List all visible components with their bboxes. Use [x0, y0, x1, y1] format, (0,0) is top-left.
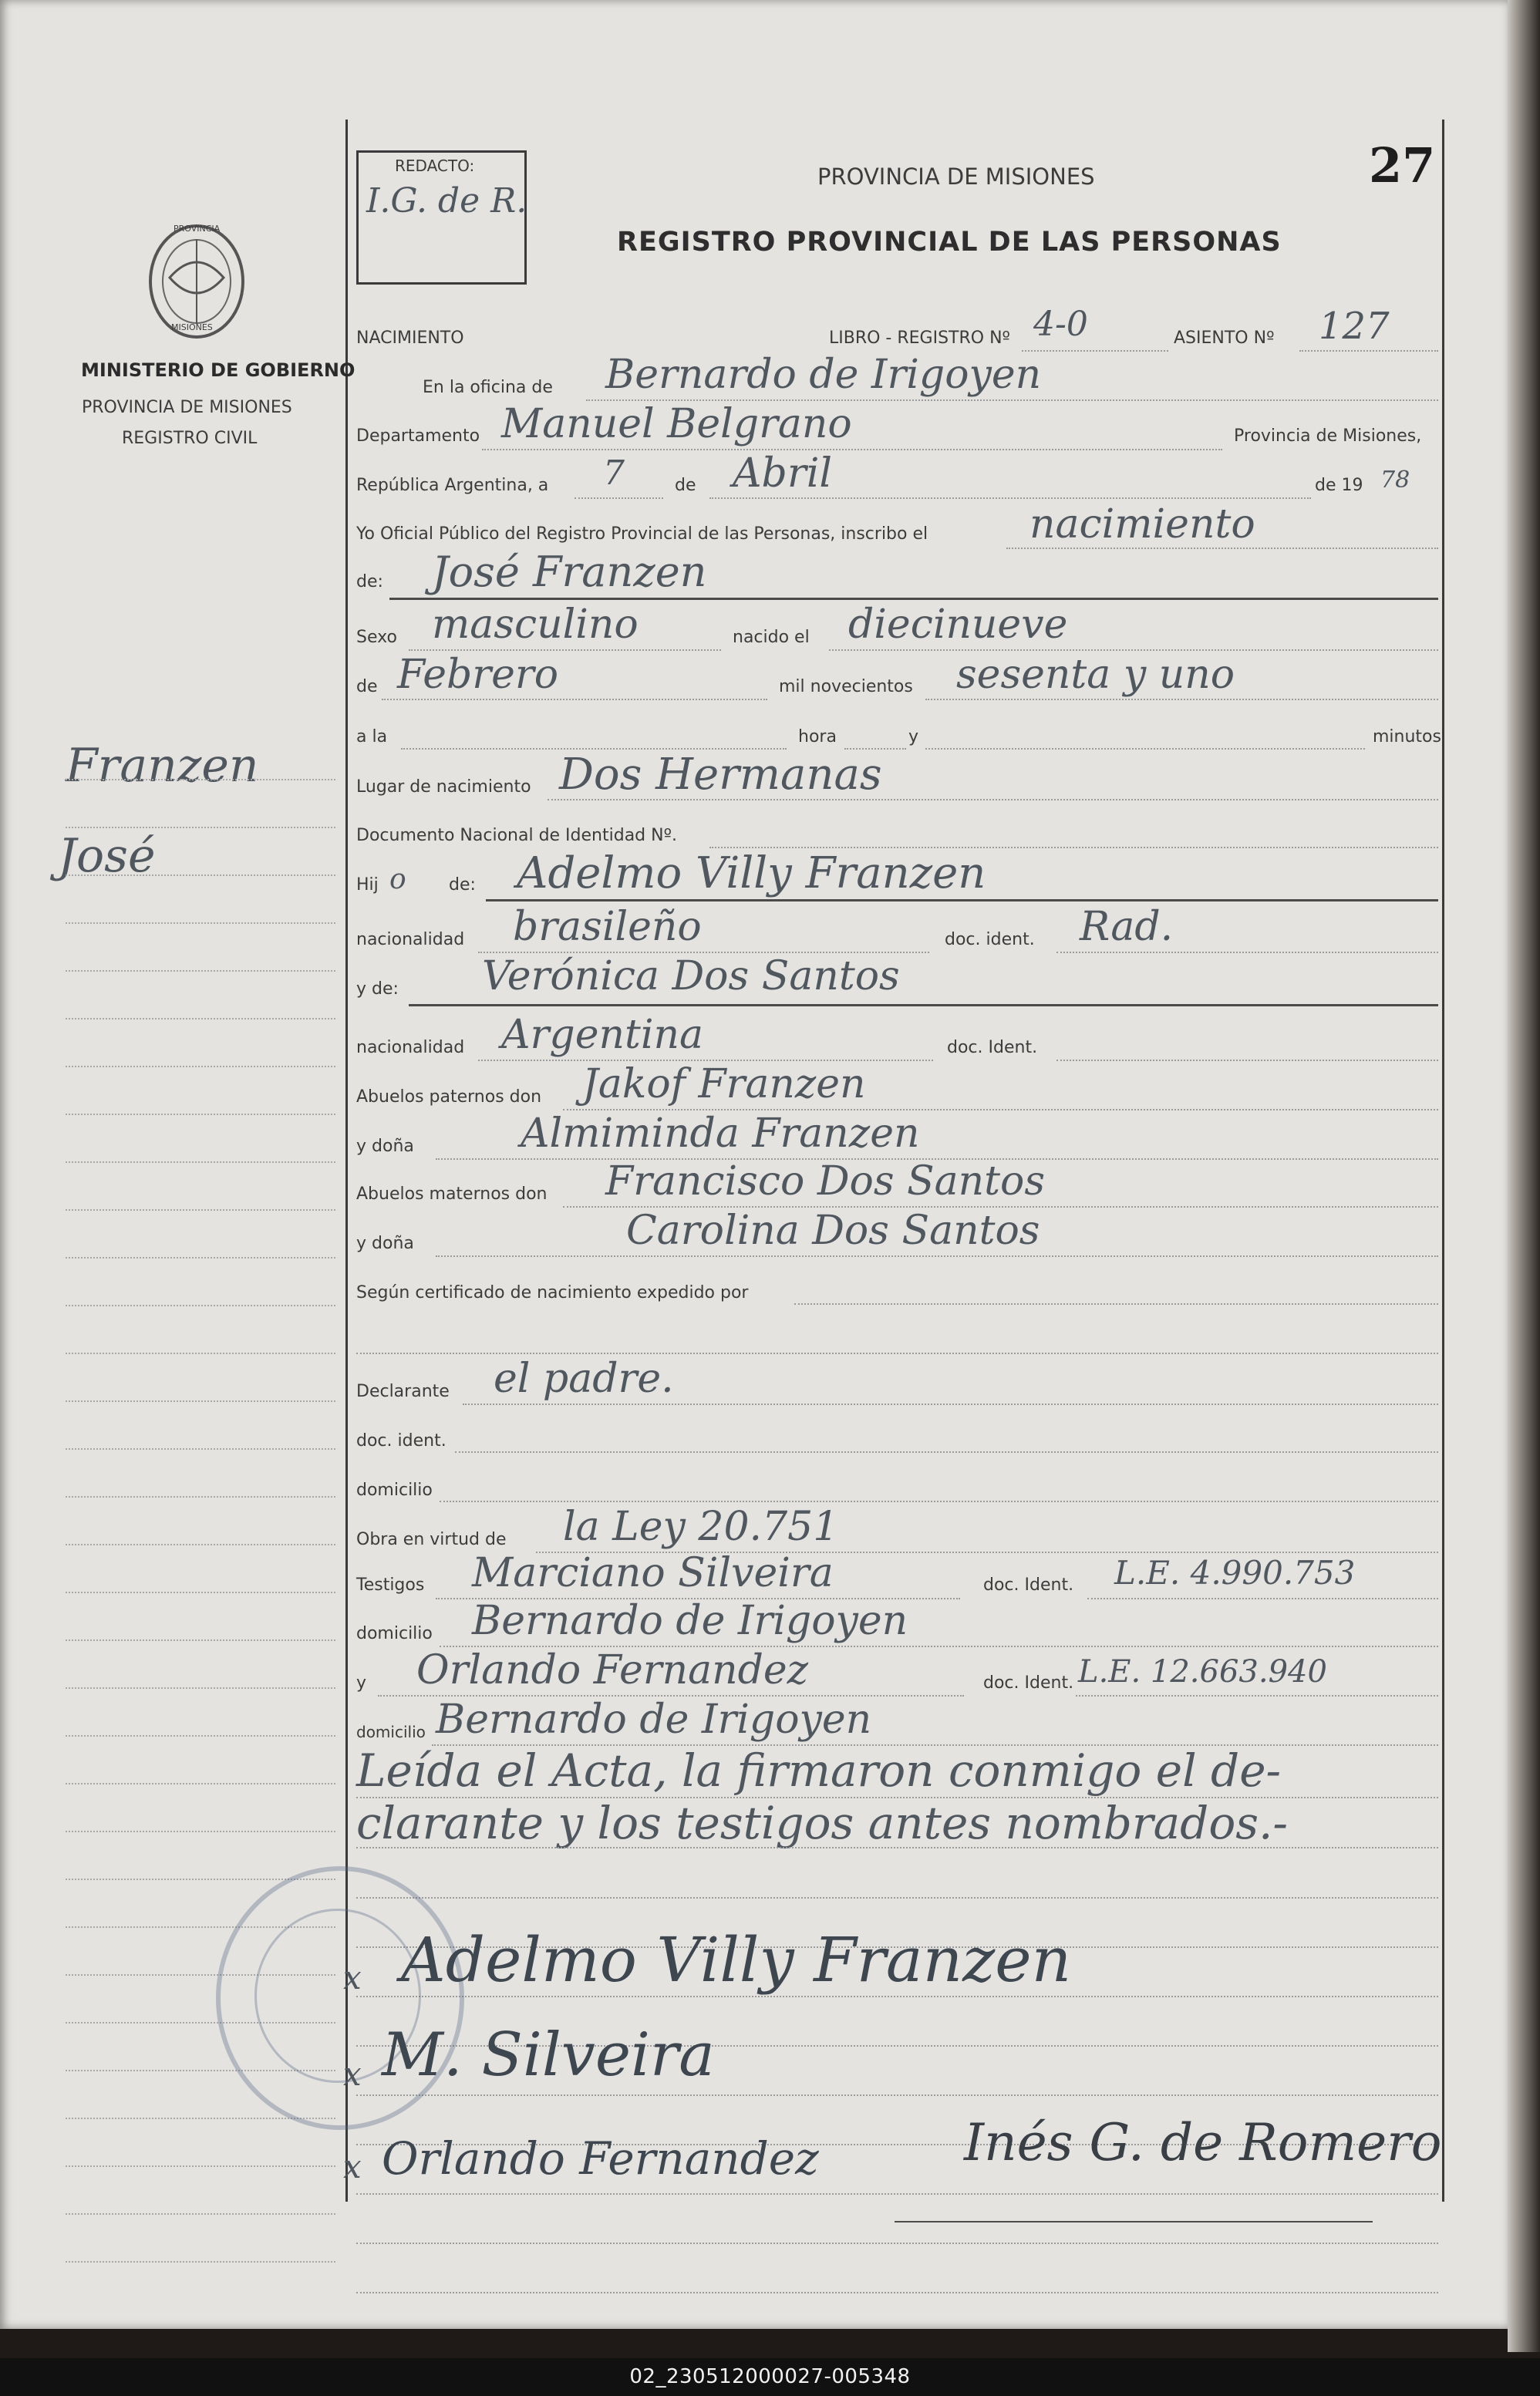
domicilio2-label: domicilio	[356, 1723, 426, 1741]
signature-testigo-1: M. Silveira	[382, 2020, 715, 2090]
domicilio1-label: domicilio	[356, 1624, 433, 1643]
testigo2-doc-label: doc. Ident.	[983, 1673, 1074, 1693]
dia-dots	[575, 497, 663, 499]
ruled-line	[356, 1996, 1438, 1997]
margin-rule-line	[66, 1496, 335, 1498]
provincia-label: Provincia de Misiones,	[1234, 426, 1422, 446]
lugar-label: Lugar de nacimiento	[356, 777, 531, 797]
image-caption-bar	[0, 2358, 1540, 2396]
nacionalidad-padre-value: brasileño	[513, 904, 702, 950]
certificado-label: Según certificado de nacimiento expedido por	[356, 1283, 749, 1302]
nacido-dots	[829, 649, 1438, 651]
document-title: REGISTRO PROVINCIAL DE LAS PERSONAS	[617, 227, 1282, 258]
sexo-dots	[409, 649, 721, 651]
de-nombre-label: de:	[356, 572, 383, 591]
doc-padre-label: doc. ident.	[945, 930, 1035, 949]
y-label: y	[908, 727, 919, 746]
abuela-paterna-label: y doña	[356, 1137, 414, 1156]
abuelo-paterno-value: Jakof Franzen	[582, 1061, 866, 1107]
nombre-underline	[389, 598, 1438, 600]
y-de-label: y de:	[356, 979, 399, 999]
madre-underline	[409, 1004, 1438, 1006]
official-signature-line	[895, 2221, 1373, 2222]
x-mark-1: x	[343, 1959, 362, 1997]
libro-dots	[1022, 350, 1168, 352]
domicilio2-value: Bernardo de Irigoyen	[436, 1697, 872, 1743]
margin-given-name: José	[58, 829, 156, 883]
abuela-mat-dots	[436, 1255, 1438, 1257]
doc-madre-label: doc. Ident.	[947, 1038, 1038, 1057]
margin-surname: Franzen	[66, 739, 259, 793]
abuela-materna-value: Carolina Dos Santos	[626, 1208, 1040, 1254]
nacimiento-label: NACIMIENTO	[356, 329, 464, 348]
signature-testigo-2: Orlando Fernandez	[382, 2132, 819, 2185]
abuelos-paternos-label: Abuelos paternos don	[356, 1087, 542, 1107]
abuela-materna-label: y doña	[356, 1234, 414, 1253]
obra-label: Obra en virtud de	[356, 1530, 507, 1549]
book-edge	[1508, 0, 1540, 2352]
nacido-value: diecinueve	[848, 602, 1068, 648]
hora-label: hora	[798, 727, 837, 746]
margin-rule-line	[66, 922, 335, 924]
x-mark-3: x	[343, 2148, 362, 2185]
hijo-value: o	[389, 864, 406, 895]
margin-rule-line	[66, 1592, 335, 1593]
oficial-label: Yo Oficial Público del Registro Provincial de las Personas, inscribo el	[356, 524, 928, 544]
domicilio-declarante-dots	[440, 1501, 1438, 1502]
province-name: PROVINCIA DE MISIONES	[82, 398, 292, 417]
margin-rule-line	[66, 1209, 335, 1211]
libro-label: LIBRO - REGISTRO Nº	[829, 329, 1010, 348]
margin-rule-line	[66, 779, 335, 780]
doc-declarante-label: doc. ident.	[356, 1431, 446, 1451]
margin-rule-line	[66, 1400, 335, 1402]
nacionalidad-madre-value: Argentina	[501, 1012, 703, 1058]
right-frame-line	[1442, 120, 1444, 2202]
margin-rule-line	[66, 970, 335, 972]
departamento-dots	[482, 449, 1222, 450]
closing-line-2: clarante y los testigos antes nombrados.-	[356, 1797, 1289, 1849]
signature-declarante: Adelmo Villy Franzen	[401, 1924, 1072, 1996]
hijo-label: Hij	[356, 875, 379, 895]
oficina-label: En la oficina de	[423, 378, 553, 397]
doc-madre-dots	[1056, 1060, 1438, 1061]
oficial-value: nacimiento	[1029, 501, 1255, 548]
doc-padre-value: Rad.	[1080, 904, 1174, 950]
hijo-de-label: de:	[449, 875, 476, 895]
redacto-label: REDACTO:	[395, 157, 475, 175]
libro-value: 4-0	[1033, 305, 1088, 344]
anio-value: 78	[1380, 467, 1410, 494]
sexo-label: Sexo	[356, 628, 397, 647]
testigo1-doc-value: L.E. 4.990.753	[1114, 1554, 1356, 1592]
closing-line-1: Leída el Acta, la firmaron conmigo el de-	[356, 1744, 1282, 1797]
madre-value: Verónica Dos Santos	[482, 953, 900, 999]
minutos-dots	[925, 748, 1365, 750]
declarante-label: Declarante	[356, 1382, 450, 1401]
lugar-dots	[548, 799, 1438, 800]
sexo-value: masculino	[432, 602, 639, 648]
oficial-dots	[1006, 548, 1438, 549]
margin-rule-line	[66, 1257, 335, 1259]
x-mark-2: x	[343, 2055, 362, 2093]
image-caption: 02_230512000027-005348	[629, 2365, 911, 2388]
mil-dots	[925, 699, 1438, 700]
mes-nac-dots	[382, 699, 767, 700]
asiento-value: 127	[1319, 305, 1390, 348]
y-testigo-label: y	[356, 1673, 367, 1693]
declarante-dots	[463, 1404, 1438, 1405]
testigo1-doc-dots	[1087, 1598, 1438, 1599]
republica-label: República Argentina, a	[356, 476, 549, 495]
certificado-dots-2	[356, 1353, 1438, 1354]
anio-label: de 19	[1315, 476, 1363, 495]
domicilio1-value: Bernardo de Irigoyen	[472, 1598, 908, 1644]
domicilio-declarante-label: domicilio	[356, 1481, 433, 1500]
margin-rule-line	[66, 1783, 335, 1784]
ruled-line	[356, 1897, 1438, 1899]
obra-value: la Ley 20.751	[563, 1504, 839, 1550]
ruled-line	[356, 2292, 1438, 2293]
mil-label: mil novecientos	[779, 677, 913, 696]
abuelos-maternos-label: Abuelos maternos don	[356, 1185, 548, 1204]
header-province: PROVINCIA DE MISIONES	[817, 163, 1095, 190]
mil-value: sesenta y uno	[956, 652, 1235, 698]
signature-official: Inés G. de Romero	[964, 2113, 1442, 2172]
testigo1-doc-label: doc. Ident.	[983, 1575, 1074, 1595]
margin-rule-line	[66, 1161, 335, 1163]
margin-rule-line	[66, 874, 335, 876]
nacionalidad-madre-label: nacionalidad	[356, 1038, 465, 1057]
mes-dots	[709, 497, 1311, 499]
margin-rule-line	[66, 1544, 335, 1545]
lugar-value: Dos Hermanas	[559, 750, 882, 800]
margin-rule-line	[66, 1687, 335, 1689]
closing-dots-2	[356, 1847, 1438, 1848]
ruled-line	[356, 2243, 1438, 2244]
margin-rule-line	[66, 1114, 335, 1115]
padre-value: Adelmo Villy Franzen	[517, 848, 986, 898]
registry-office: REGISTRO CIVIL	[122, 429, 258, 448]
margin-rule-line	[66, 2261, 335, 2263]
page-number: 27	[1369, 137, 1436, 194]
margin-rule-line	[66, 1735, 335, 1737]
mes-nac-value: Febrero	[397, 652, 559, 698]
asiento-label: ASIENTO Nº	[1174, 329, 1275, 348]
abuela-paterna-value: Almiminda Franzen	[521, 1110, 920, 1157]
seal-text-bottom: MISIONES	[171, 322, 213, 332]
nombre-value: José Franzen	[432, 548, 707, 596]
testigos-label: Testigos	[356, 1575, 425, 1595]
margin-rule-line	[66, 1066, 335, 1067]
margin-rule-line	[66, 2165, 335, 2167]
certificado-dots	[794, 1303, 1438, 1305]
margin-rule-line	[66, 2213, 335, 2215]
dia-value: 7	[603, 453, 625, 493]
de-label: de	[675, 476, 696, 495]
oficina-value: Bernardo de Irigoyen	[605, 352, 1042, 398]
testigo2-value: Orlando Fernandez	[416, 1647, 809, 1693]
ruled-line	[356, 2094, 1438, 2096]
a-la-label: a la	[356, 727, 388, 746]
ruled-line	[356, 2193, 1438, 2195]
padre-underline	[486, 899, 1438, 901]
redacto-value: I.G. de R.	[366, 181, 527, 221]
nacionalidad-padre-label: nacionalidad	[356, 930, 465, 949]
de-mes-label: de	[356, 677, 378, 696]
doc-padre-dots	[1056, 952, 1438, 953]
ministry-name: MINISTERIO DE GOBIERNO	[81, 359, 356, 381]
departamento-value: Manuel Belgrano	[501, 401, 852, 447]
dni-label: Documento Nacional de Identidad Nº.	[356, 826, 677, 845]
testigo2-doc-dots	[1076, 1695, 1438, 1697]
margin-rule-line	[66, 1353, 335, 1354]
testigo1-value: Marciano Silveira	[472, 1550, 834, 1596]
asiento-dots	[1299, 350, 1438, 352]
doc-declarante-dots	[455, 1451, 1438, 1453]
margin-rule-line	[66, 1831, 335, 1832]
abuelo-materno-value: Francisco Dos Santos	[605, 1158, 1046, 1205]
declarante-value: el padre.	[494, 1356, 674, 1402]
minutos-label: minutos	[1373, 727, 1441, 746]
seal-text-top: PROVINCIA	[174, 224, 221, 234]
margin-rule-line	[66, 1448, 335, 1450]
margin-rule-line	[66, 1305, 335, 1306]
testigo2-doc-value: L.E. 12.663.940	[1078, 1654, 1327, 1690]
departamento-label: Departamento	[356, 426, 480, 446]
margin-rule-line	[66, 1639, 335, 1641]
margin-rule-line	[66, 1018, 335, 1019]
nacido-label: nacido el	[733, 628, 810, 647]
mes-value: Abril	[733, 450, 832, 497]
margin-rule-line	[66, 827, 335, 828]
